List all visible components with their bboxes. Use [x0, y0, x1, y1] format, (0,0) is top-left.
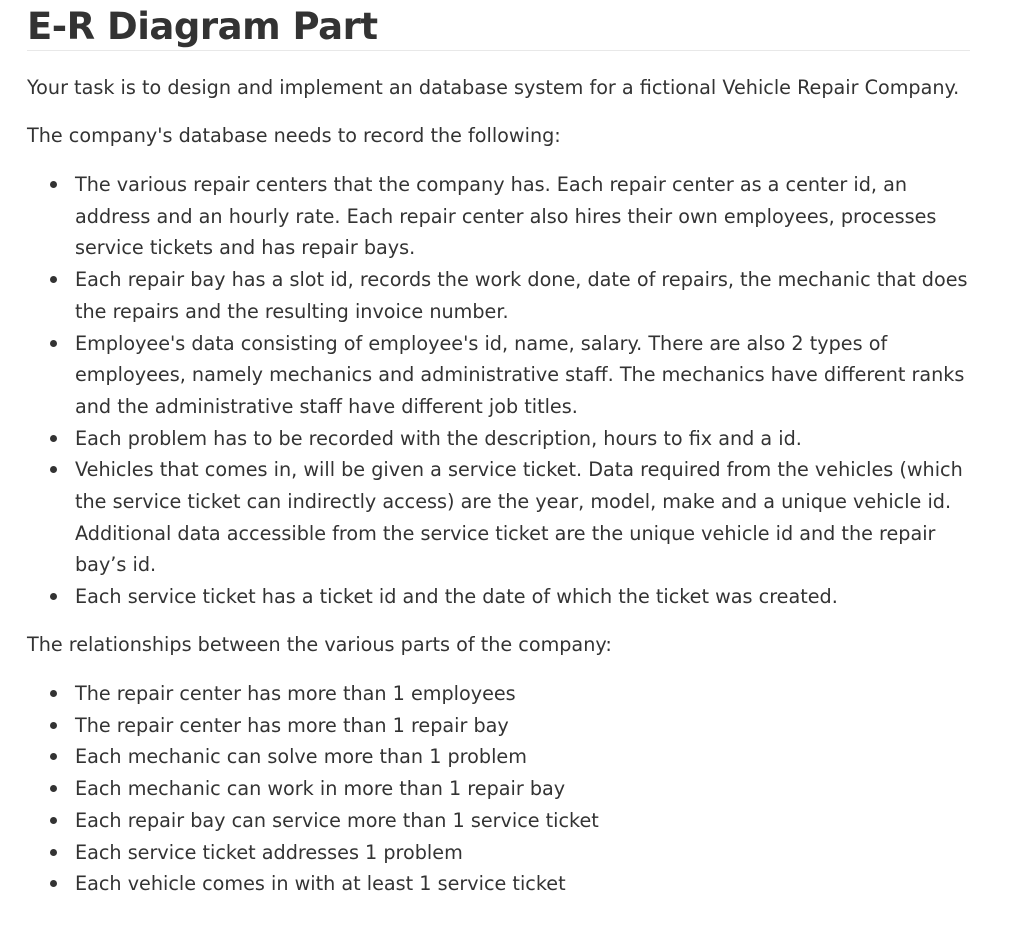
relationship-text: Each mechanic can solve more than 1 problem: [75, 745, 527, 769]
bullet-icon: [50, 817, 57, 824]
relationship-text: Each repair bay can service more than 1 service ticket: [75, 808, 599, 832]
intro-paragraph: Your task is to design and implement an database system for a fictional Vehicle Repair Company.: [27, 76, 960, 99]
relationship-text: Each service ticket addresses 1 problem: [75, 840, 463, 864]
requirement-line: bay’s id.: [75, 553, 157, 577]
requirement-line: Vehicles that comes in, will be given a service ticket. Data required from the vehicles (which: [75, 458, 963, 482]
relationship-item: [0, 710, 1000, 742]
requirement-item: [0, 264, 1000, 327]
relationship-text: The repair center has more than 1 repair bay: [75, 713, 509, 737]
bullet-icon: [50, 340, 57, 347]
relationship-text: The repair center has more than 1 employees: [75, 682, 516, 705]
relationship-item: [0, 805, 1000, 837]
relationship-item: [0, 868, 1000, 900]
bullet-icon: [50, 181, 57, 188]
requirement-line: employees, namely mechanics and administrative staff. The mechanics have different ranks: [75, 363, 965, 387]
requirement-item: [0, 169, 1000, 264]
relationship-item: [0, 837, 1000, 869]
requirement-item: [0, 328, 1000, 423]
relationship-item: [0, 741, 1000, 773]
relationship-item: [0, 678, 1000, 710]
requirement-item: [0, 581, 1000, 613]
requirements-list: [0, 169, 1000, 613]
requirement-line: and the administrative staff have different job titles.: [75, 394, 578, 418]
bullet-icon: [50, 849, 57, 856]
requirement-line: Employee's data consisting of employee's id, name, salary. There are also 2 types of: [75, 331, 888, 355]
relationship-text: Each mechanic can work in more than 1 repair bay: [75, 777, 566, 801]
requirement-line: service tickets and has repair bays.: [75, 236, 416, 260]
requirements-heading: The company's database needs to record the following:: [27, 124, 561, 147]
requirement-line: address and an hourly rate. Each repair center also hires their own employees, processes: [75, 204, 937, 228]
requirement-line: Each problem has to be recorded with the description, hours to fix and a id.: [75, 426, 802, 450]
relationships-list: [0, 678, 1000, 900]
bullet-icon: [50, 690, 57, 697]
requirement-line: The various repair centers that the company has. Each repair center as a center id, an: [75, 173, 907, 196]
relationship-text: Each vehicle comes in with at least 1 service ticket: [75, 872, 566, 896]
requirement-line: Each service ticket has a ticket id and the date of which the ticket was created.: [75, 585, 838, 609]
bullet-icon: [50, 435, 57, 442]
bullet-icon: [50, 722, 57, 729]
requirement-line: the service ticket can indirectly access) are the year, model, make and a unique vehicle id.: [75, 490, 952, 514]
requirement-line: the repairs and the resulting invoice number.: [75, 299, 509, 323]
relationship-item: [0, 773, 1000, 805]
requirement-line: Additional data accessible from the service ticket are the unique vehicle id and the repair: [75, 521, 936, 545]
relationships-heading: The relationships between the various parts of the company:: [27, 633, 612, 656]
requirement-item: [0, 423, 1000, 455]
requirement-line: Each repair bay has a slot id, records the work done, date of repairs, the mechanic that does: [75, 268, 968, 292]
requirement-item: [0, 454, 1000, 581]
page-title: E-R Diagram Part: [27, 4, 970, 51]
